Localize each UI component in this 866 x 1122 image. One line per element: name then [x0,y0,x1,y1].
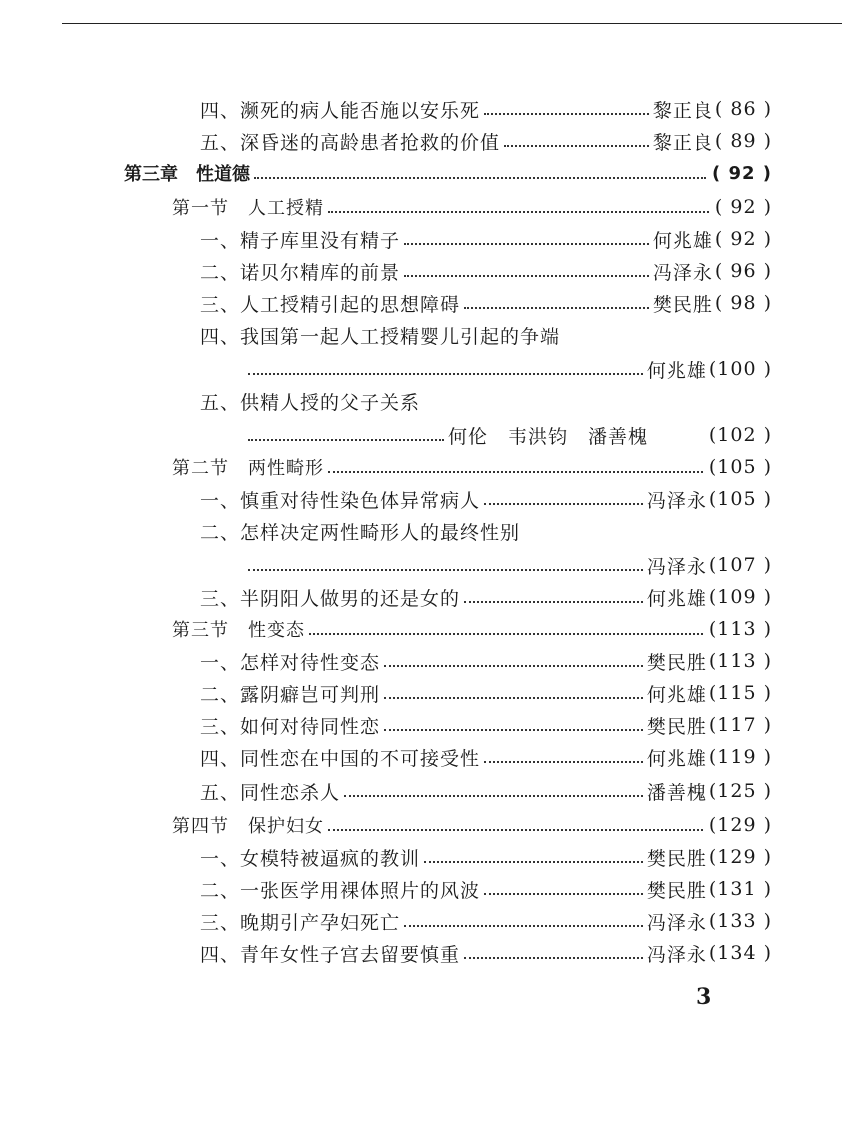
entry-page: (109 ) [708,586,772,608]
entry-title: 一、怎样对待性变态 [200,651,381,674]
toc-entry-continuation [248,354,772,384]
toc-entry [200,256,772,286]
entry-author: 樊民胜 [646,847,707,870]
toc-entry-continuation [248,550,772,580]
entry-title: 四、我国第一起人工授精婴儿引起的争端 [200,325,561,348]
chapter-title: 第三章 性道德 [124,164,250,185]
entry-page: (105 ) [708,488,772,510]
entry-page: ( 92 ) [714,228,772,250]
entry-page: (129 ) [708,846,772,868]
dot-leader [464,601,643,603]
toc-entry [200,906,772,936]
entry-title: 一、女模特被逼疯的教训 [200,847,421,870]
dot-leader [248,439,444,441]
entry-page: ( 98 ) [714,292,772,314]
entry-author: 何兆雄 [646,359,707,382]
toc-entry [200,94,772,124]
section-title: 第二节 两性畸形 [172,458,324,479]
dot-leader [404,275,649,277]
dot-leader [328,471,703,473]
entry-author: 冯泽永 [646,489,707,512]
page-number: 3 [696,984,712,1010]
dot-leader [464,957,643,959]
dot-leader [424,861,643,863]
entry-title: 一、慎重对待性染色体异常病人 [200,489,481,512]
entry-page: (125 ) [708,780,772,802]
dot-leader [404,925,643,927]
entry-title: 五、供精人授的父子关系 [200,391,421,414]
entry-title: 二、诺贝尔精库的前景 [200,261,401,284]
dot-leader [384,697,643,699]
entry-author: 何兆雄 [652,229,713,252]
entry-title: 三、人工授精引起的思想障碍 [200,293,461,316]
dot-leader [254,177,706,179]
toc-entry [200,646,772,676]
dot-leader [328,829,703,831]
entry-author: 冯泽永 [646,911,707,934]
toc-section [172,614,772,644]
entry-page: (119 ) [708,746,772,768]
entry-author: 樊民胜 [646,879,707,902]
entry-page: ( 96 ) [714,260,772,282]
entry-title: 二、露阴癖岂可判刑 [200,683,381,706]
entry-title: 四、青年女性子宫去留要慎重 [200,943,461,966]
section-title: 第三节 性变态 [172,620,305,641]
toc-entry [200,320,772,350]
dot-leader [384,665,643,667]
toc-section [172,810,772,840]
entry-author: 潘善槐 [646,781,707,804]
toc-entry [200,938,772,968]
toc-entry [200,874,772,904]
entry-title: 四、濒死的病人能否施以安乐死 [200,99,481,122]
entry-title: 二、怎样决定两性畸形人的最终性别 [200,521,521,544]
entry-page: (131 ) [708,878,772,900]
entry-author: 黎正良 [652,99,713,122]
dot-leader [328,211,709,213]
section-title: 第一节 人工授精 [172,198,324,219]
toc-section [172,452,772,482]
toc-entry [200,776,772,806]
entry-page: (107 ) [708,554,772,576]
entry-title: 一、精子库里没有精子 [200,229,401,252]
entry-author: 樊民胜 [646,715,707,738]
entry-title: 四、同性恋在中国的不可接受性 [200,747,481,770]
entry-page: ( 92 ) [711,162,772,184]
toc-entry [200,288,772,318]
entry-author: 冯泽永 [646,943,707,966]
entry-page: (113 ) [708,618,772,640]
dot-leader [344,795,643,797]
toc-chapter [124,158,772,188]
entry-author: 何伦 韦洪钧 潘善槐 [448,425,649,448]
entry-title: 二、一张医学用裸体照片的风波 [200,879,481,902]
entry-page: (129 ) [708,814,772,836]
toc-entry [200,678,772,708]
entry-page: (117 ) [708,714,772,736]
dot-leader [384,729,643,731]
entry-title: 五、同性恋杀人 [200,781,341,804]
dot-leader [404,243,649,245]
toc-entry [200,582,772,612]
entry-author: 冯泽永 [652,261,713,284]
toc-section [172,192,772,222]
entry-title: 三、晚期引产孕妇死亡 [200,911,401,934]
toc-entry [200,386,772,416]
entry-title: 三、如何对待同性恋 [200,715,381,738]
entry-author: 樊民胜 [646,651,707,674]
entry-page: ( 86 ) [714,98,772,120]
entry-author: 何兆雄 [646,747,707,770]
dot-leader [309,633,703,635]
toc-entry [200,842,772,872]
entry-author: 黎正良 [652,131,713,154]
dot-leader [248,373,643,375]
entry-author: 何兆雄 [646,587,707,610]
toc-entry [200,224,772,254]
entry-author: 樊民胜 [652,293,713,316]
dot-leader [484,503,643,505]
entry-page: ( 89 ) [714,130,772,152]
toc-entry-continuation [248,420,772,450]
dot-leader [248,569,643,571]
toc-entry [200,516,772,546]
dot-leader [484,761,643,763]
section-title: 第四节 保护妇女 [172,816,324,837]
dot-leader [464,307,649,309]
toc-entry [200,742,772,772]
entry-page: (113 ) [708,650,772,672]
toc-entry [200,126,772,156]
entry-title: 五、深昏迷的高龄患者抢救的价值 [200,131,501,154]
entry-page: (115 ) [708,682,772,704]
dot-leader [484,893,643,895]
entry-page: ( 92 ) [714,196,772,218]
dot-leader [504,145,649,147]
entry-page: (102 ) [708,424,772,446]
dot-leader [484,113,649,115]
entry-page: (100 ) [708,358,772,380]
entry-page: (133 ) [708,910,772,932]
entry-page: (105 ) [708,456,772,478]
entry-author: 何兆雄 [646,683,707,706]
entry-page: (134 ) [708,942,772,964]
toc-entry [200,484,772,514]
toc-entry [200,710,772,740]
entry-title: 三、半阴阳人做男的还是女的 [200,587,461,610]
entry-author: 冯泽永 [646,555,707,578]
